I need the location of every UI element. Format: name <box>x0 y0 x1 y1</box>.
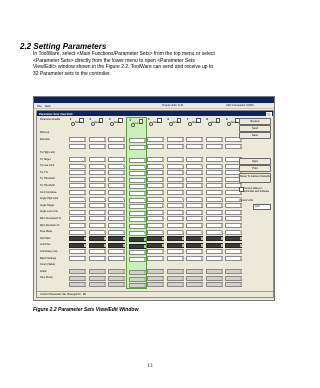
spin-icon[interactable] <box>240 283 242 286</box>
mode-field[interactable] <box>69 236 86 241</box>
value-field[interactable] <box>89 197 106 202</box>
value-field[interactable] <box>108 256 125 261</box>
mode-field[interactable] <box>129 244 146 249</box>
value-field[interactable] <box>69 203 86 208</box>
value-field[interactable] <box>186 144 203 149</box>
batch-field[interactable] <box>186 282 203 287</box>
value-field[interactable] <box>186 177 203 182</box>
value-field[interactable] <box>147 170 164 175</box>
value-field[interactable] <box>108 164 125 169</box>
value-field[interactable] <box>225 210 242 215</box>
value-field[interactable] <box>69 230 86 235</box>
value-field[interactable] <box>186 210 203 215</box>
batch-field[interactable] <box>108 282 125 287</box>
value-field[interactable] <box>206 203 223 208</box>
row-label: Angle High Limit <box>40 197 59 201</box>
value-field[interactable] <box>147 216 164 221</box>
value-field[interactable] <box>147 223 164 228</box>
spin-icon[interactable] <box>240 145 242 148</box>
value-field[interactable] <box>206 230 223 235</box>
spin-icon[interactable] <box>240 217 242 220</box>
select-label: Select <box>94 122 101 124</box>
select-label: Select <box>75 122 82 124</box>
value-field[interactable] <box>89 190 106 195</box>
print-button[interactable]: Print <box>239 165 271 172</box>
value-field[interactable] <box>167 216 184 221</box>
value-field[interactable] <box>225 203 242 208</box>
value-field[interactable] <box>167 256 184 261</box>
row-label: Link Pset <box>40 243 51 247</box>
value-field[interactable] <box>147 203 164 208</box>
value-field[interactable] <box>129 204 146 209</box>
value-field[interactable] <box>129 224 146 229</box>
batch-field[interactable] <box>206 282 223 287</box>
value-field[interactable] <box>89 144 106 149</box>
batch-field[interactable] <box>89 282 106 287</box>
value-field[interactable] <box>129 217 146 222</box>
value-field[interactable] <box>129 171 146 176</box>
value-field[interactable] <box>147 190 164 195</box>
paragraph-line: 32 Parameter sets to the controller. <box>33 71 111 78</box>
row-label: Count (Value) <box>40 263 56 267</box>
section-heading <box>20 42 106 51</box>
value-field[interactable] <box>69 164 86 169</box>
select-label: Cancel <box>134 123 142 125</box>
value-field[interactable] <box>129 198 146 203</box>
row-label: Rpm Rundown % <box>40 223 60 227</box>
select-label: Select <box>114 122 121 124</box>
mode-field[interactable] <box>167 243 184 248</box>
status-bar <box>37 291 273 297</box>
value-field[interactable] <box>167 157 184 162</box>
paragraph-line: In ToolWare, select <Main Functions/Parameter Sets> from the top menu or select <box>33 51 215 57</box>
value-field[interactable] <box>147 164 164 169</box>
mode-field[interactable] <box>129 237 146 242</box>
value-field[interactable] <box>108 203 125 208</box>
current-units-label: Current Units <box>239 199 254 202</box>
value-field[interactable] <box>147 256 164 261</box>
value-field[interactable] <box>69 197 86 202</box>
batch-field[interactable] <box>206 269 223 274</box>
value-field[interactable] <box>147 137 164 142</box>
value-field[interactable] <box>69 137 86 142</box>
value-field[interactable] <box>108 223 125 228</box>
value-field[interactable] <box>186 203 203 208</box>
value-field[interactable] <box>186 157 203 162</box>
batch-field[interactable] <box>225 282 242 287</box>
batch-field[interactable] <box>89 276 106 281</box>
value-field[interactable] <box>186 223 203 228</box>
value-field[interactable] <box>186 183 203 188</box>
value-field[interactable] <box>129 257 146 262</box>
value-field[interactable] <box>147 249 164 254</box>
page-number: 13 <box>147 364 153 369</box>
value-field[interactable] <box>108 190 125 195</box>
row-label: Tq Threshold <box>40 184 55 187</box>
value-field[interactable] <box>206 157 223 162</box>
batch-field[interactable] <box>225 269 242 274</box>
channel-column <box>184 117 203 287</box>
value-field[interactable] <box>129 158 146 163</box>
app-window-screenshot <box>33 96 275 301</box>
value-field[interactable] <box>129 178 146 183</box>
row-label: Next (Pset) <box>40 276 53 280</box>
value-field[interactable] <box>89 223 106 228</box>
value-field[interactable] <box>108 170 125 175</box>
value-field[interactable] <box>206 216 223 221</box>
inner-title: Parameter Sets View Edit <box>39 111 73 116</box>
value-field[interactable] <box>69 157 86 162</box>
mode-field[interactable] <box>108 243 125 248</box>
mode-field[interactable] <box>186 236 203 241</box>
open-button[interactable]: Open <box>239 158 271 165</box>
select-label: Select <box>153 122 160 124</box>
value-field[interactable] <box>108 137 125 142</box>
channel-column <box>165 117 184 287</box>
channel-number: 5 <box>148 118 150 121</box>
value-field[interactable] <box>108 157 125 162</box>
value-field[interactable] <box>206 164 223 169</box>
channel-number: 4 <box>129 119 131 122</box>
batch-field[interactable] <box>206 276 223 281</box>
row-label: Tq ± % <box>40 170 48 174</box>
value-field[interactable] <box>167 190 184 195</box>
channel-column <box>204 117 223 287</box>
value-field[interactable] <box>167 144 184 149</box>
mode-field[interactable] <box>147 236 164 241</box>
current-values-label: Current Values in Controller and Software <box>244 187 270 193</box>
value-field[interactable] <box>129 211 146 216</box>
value-field[interactable] <box>167 137 184 142</box>
spin-icon[interactable] <box>240 237 242 240</box>
figure-caption: Figure 2.2 Parameter Sets View/Edit Window <box>33 307 139 313</box>
value-field[interactable] <box>129 250 146 255</box>
close-icon[interactable] <box>266 112 272 118</box>
spin-icon[interactable] <box>240 224 242 227</box>
value-field[interactable] <box>225 230 242 235</box>
batch-field[interactable] <box>69 282 86 287</box>
channel-number: 8 <box>206 118 208 121</box>
spin-icon[interactable] <box>240 244 242 247</box>
value-field[interactable] <box>147 183 164 188</box>
value-field[interactable] <box>108 216 125 221</box>
value-field[interactable] <box>89 177 106 182</box>
value-field[interactable] <box>206 223 223 228</box>
value-field[interactable] <box>89 183 106 188</box>
spin-icon[interactable] <box>240 270 242 273</box>
value-field[interactable] <box>108 144 125 149</box>
parameter-sets-window <box>36 110 274 298</box>
value-field[interactable] <box>206 210 223 215</box>
value-field[interactable] <box>147 210 164 215</box>
value-field[interactable] <box>89 249 106 254</box>
value-field[interactable] <box>167 230 184 235</box>
value-field[interactable] <box>69 177 86 182</box>
section-number: 2.2 <box>20 42 32 51</box>
select-label: Select <box>211 122 218 124</box>
mode-field[interactable] <box>225 243 242 248</box>
value-field[interactable] <box>186 170 203 175</box>
mode-field[interactable] <box>167 236 184 241</box>
value-field[interactable] <box>186 164 203 169</box>
value-field[interactable] <box>69 190 86 195</box>
value-field[interactable] <box>69 256 86 261</box>
value-field[interactable] <box>89 157 106 162</box>
row-label: Cont Complete <box>40 190 57 194</box>
menu-file[interactable]: File <box>37 103 42 108</box>
channel-column <box>106 117 125 287</box>
batch-field[interactable] <box>147 276 164 281</box>
value-field[interactable] <box>186 190 203 195</box>
value-field[interactable] <box>167 197 184 202</box>
value-field[interactable] <box>89 210 106 215</box>
units-select[interactable]: N-M <box>253 204 271 210</box>
value-field[interactable] <box>225 249 242 254</box>
batch-field[interactable] <box>167 276 184 281</box>
value-field[interactable] <box>108 197 125 202</box>
select-label: Select <box>172 122 179 124</box>
row-label: Free Mode <box>40 230 53 234</box>
row-label: Batch Settings <box>40 256 57 260</box>
value-field[interactable] <box>108 183 125 188</box>
row-label: Tq Threshold <box>40 177 55 181</box>
spin-icon[interactable] <box>240 257 242 260</box>
value-field[interactable] <box>206 190 223 195</box>
batch-field[interactable] <box>186 276 203 281</box>
value-field[interactable] <box>69 223 86 228</box>
menu-help[interactable]: Help <box>45 103 51 108</box>
spin-icon[interactable] <box>240 211 242 214</box>
spin-icon[interactable] <box>240 204 242 207</box>
mode-field[interactable] <box>89 243 106 248</box>
value-field[interactable] <box>167 183 184 188</box>
value-field[interactable] <box>69 210 86 215</box>
spin-icon[interactable] <box>240 230 242 233</box>
connection-label: ADC Connected: COM1 <box>226 103 254 107</box>
value-field[interactable] <box>206 144 223 149</box>
value-field[interactable] <box>69 144 86 149</box>
value-field[interactable] <box>89 203 106 208</box>
value-field[interactable] <box>167 170 184 175</box>
batch-field[interactable] <box>225 276 242 281</box>
value-field[interactable] <box>147 177 164 182</box>
value-field[interactable] <box>69 216 86 221</box>
value-field[interactable] <box>225 256 242 261</box>
value-field[interactable] <box>108 177 125 182</box>
value-field[interactable] <box>147 197 164 202</box>
batch-field[interactable] <box>89 269 106 274</box>
mode-field[interactable] <box>108 236 125 241</box>
row-label: Angle Target <box>40 203 54 207</box>
torque-units-label: Torque Units: N-M <box>162 103 183 107</box>
value-field[interactable] <box>89 164 106 169</box>
batch-field[interactable] <box>129 277 146 282</box>
select-label: Select <box>231 122 238 124</box>
value-field[interactable] <box>206 170 223 175</box>
channel-number: 6 <box>167 118 169 121</box>
mode-field[interactable] <box>206 243 223 248</box>
value-field[interactable] <box>186 230 203 235</box>
value-field[interactable] <box>89 170 106 175</box>
channel-column <box>67 117 86 287</box>
value-field[interactable] <box>225 223 242 228</box>
channel-column <box>145 117 164 287</box>
value-field[interactable] <box>167 223 184 228</box>
value-field[interactable] <box>129 145 146 150</box>
spin-icon[interactable] <box>240 277 242 280</box>
body-paragraph <box>33 51 269 78</box>
info-bar <box>162 104 272 108</box>
row-label: Soft Start <box>40 236 51 240</box>
reset-defaults-button[interactable]: Reset To Factory Defaults <box>239 173 271 183</box>
batch-field[interactable] <box>147 269 164 274</box>
value-field[interactable] <box>147 230 164 235</box>
batch-field[interactable] <box>129 283 146 288</box>
batch-field[interactable] <box>186 269 203 274</box>
batch-field[interactable] <box>167 282 184 287</box>
value-field[interactable] <box>108 210 125 215</box>
batch-field[interactable] <box>69 269 86 274</box>
receive-button[interactable]: Receive <box>239 118 271 125</box>
row-label: Action <box>40 269 47 273</box>
batch-field[interactable] <box>147 282 164 287</box>
value-field[interactable] <box>129 138 146 143</box>
value-field[interactable] <box>69 249 86 254</box>
batch-field[interactable] <box>167 269 184 274</box>
value-field[interactable] <box>186 216 203 221</box>
status-text: Current Parameter Set Changed To : 28 <box>40 292 86 296</box>
value-field[interactable] <box>206 197 223 202</box>
row-label: Direction <box>40 137 50 141</box>
channel-number: 1 <box>70 118 72 121</box>
row-label: Link Delay (ms) <box>40 250 58 253</box>
value-field[interactable] <box>186 197 203 202</box>
value-field[interactable] <box>206 137 223 142</box>
paragraph-line: View/Edit> window shown in the Figure 2.2. ToolWare can send and receive up to <box>33 64 214 71</box>
channel-column <box>87 117 106 287</box>
value-field[interactable] <box>167 203 184 208</box>
value-field[interactable] <box>89 256 106 261</box>
value-field[interactable] <box>108 249 125 254</box>
send-button[interactable]: Send <box>239 125 271 132</box>
value-field[interactable] <box>167 249 184 254</box>
value-field[interactable] <box>129 184 146 189</box>
value-field[interactable] <box>129 191 146 196</box>
value-field[interactable] <box>147 144 164 149</box>
section-title: Setting Parameters <box>33 42 107 51</box>
value-field[interactable] <box>186 256 203 261</box>
row-label: Parameter Enable <box>40 118 61 121</box>
value-field[interactable] <box>206 256 223 261</box>
channel-number: 9 <box>226 118 228 121</box>
value-field[interactable] <box>225 216 242 221</box>
channel-column <box>223 117 242 287</box>
value-field[interactable] <box>69 170 86 175</box>
spin-icon[interactable] <box>240 250 242 253</box>
value-field[interactable] <box>186 249 203 254</box>
value-field[interactable] <box>129 165 146 170</box>
mode-field[interactable] <box>69 243 86 248</box>
row-label: Tq High Limit <box>40 151 55 154</box>
batch-field[interactable] <box>108 276 125 281</box>
value-field[interactable] <box>147 157 164 162</box>
value-field[interactable] <box>69 183 86 188</box>
row-label: Tq Low Limit <box>40 164 55 168</box>
batch-field[interactable] <box>108 269 125 274</box>
mode-field[interactable] <box>186 243 203 248</box>
mode-field[interactable] <box>89 236 106 241</box>
channel-column <box>126 117 150 289</box>
save-button[interactable]: Save <box>239 132 271 139</box>
batch-field[interactable] <box>69 276 86 281</box>
channel-number: 3 <box>109 118 111 121</box>
value-field[interactable] <box>108 230 125 235</box>
value-field[interactable] <box>167 210 184 215</box>
inner-title-bar <box>37 111 273 116</box>
batch-field[interactable] <box>129 270 146 275</box>
value-field[interactable] <box>89 216 106 221</box>
channel-number: 7 <box>187 118 189 121</box>
select-label: Select <box>192 122 199 124</box>
mode-field[interactable] <box>206 236 223 241</box>
value-field[interactable] <box>89 230 106 235</box>
value-field[interactable] <box>89 137 106 142</box>
mode-field[interactable] <box>225 236 242 241</box>
row-label: Angle Low Limit <box>40 210 58 214</box>
value-field[interactable] <box>206 177 223 182</box>
value-field[interactable] <box>186 137 203 142</box>
value-field[interactable] <box>129 231 146 236</box>
paragraph-line: <Parameter Sets> directly from the lower menu to open <Parameter Sets <box>33 57 195 64</box>
value-field[interactable] <box>206 249 223 254</box>
mode-field[interactable] <box>147 243 164 248</box>
value-field[interactable] <box>225 144 242 149</box>
row-label: Rpm Freespeed % <box>40 217 61 220</box>
value-field[interactable] <box>167 177 184 182</box>
channel-number: 2 <box>89 118 91 121</box>
row-label: Tq Target <box>40 157 51 161</box>
value-field[interactable] <box>206 183 223 188</box>
row-label: Wind up <box>40 131 50 135</box>
value-field[interactable] <box>167 164 184 169</box>
